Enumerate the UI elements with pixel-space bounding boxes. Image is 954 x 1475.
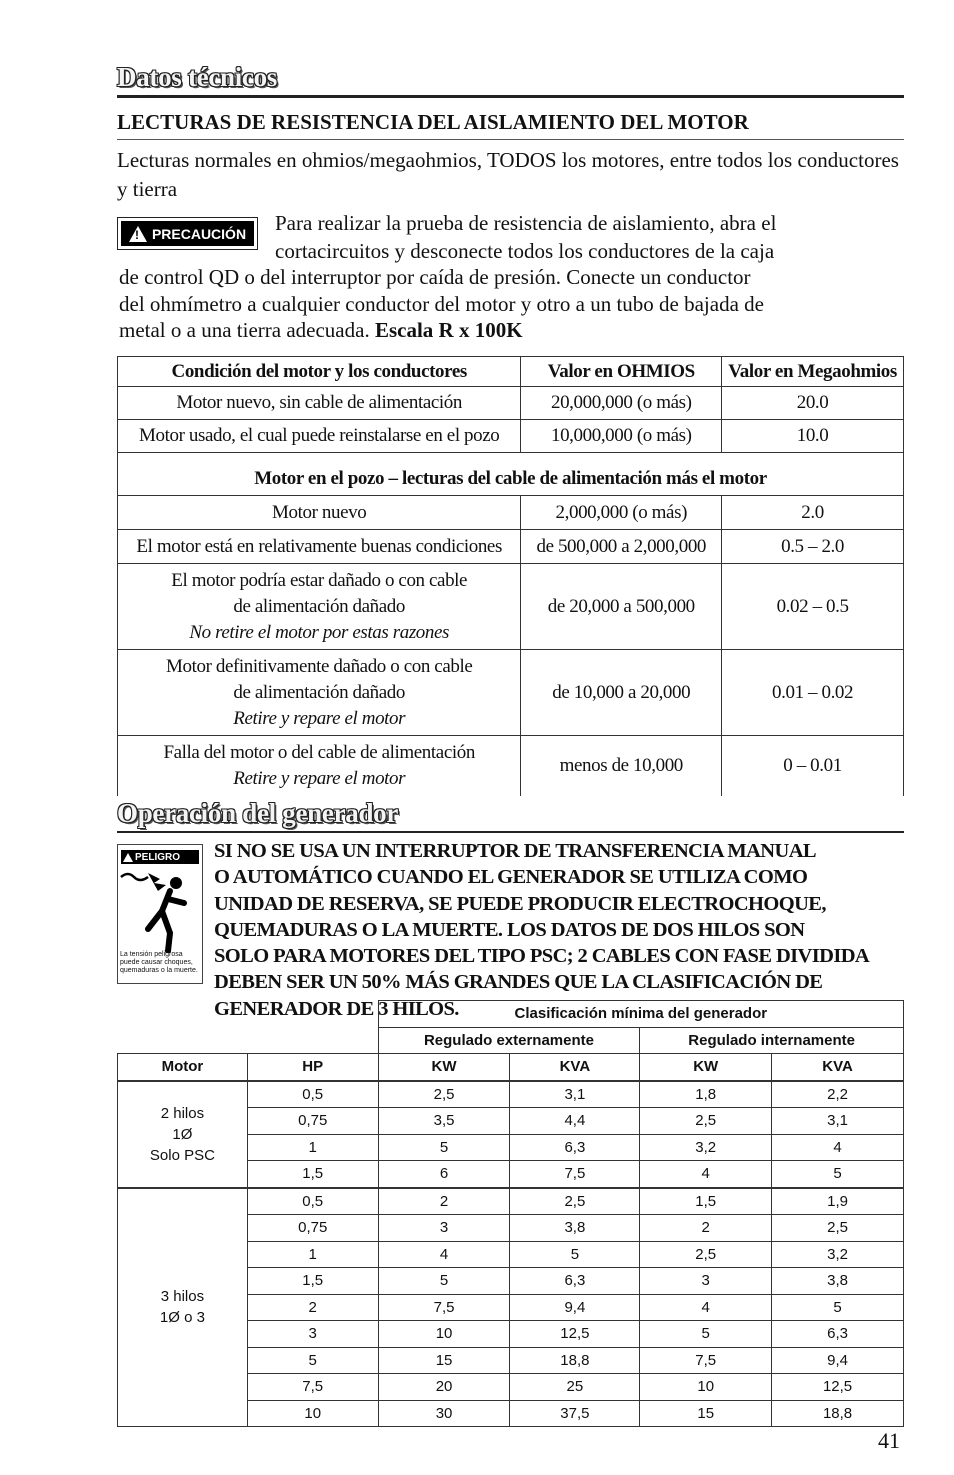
cell-int-kva: 4 xyxy=(772,1134,904,1161)
motor-group-3-hilos xyxy=(118,1188,248,1427)
motor-group-line: 1Ø xyxy=(172,1125,193,1143)
cell-condition xyxy=(118,564,521,650)
title-rule xyxy=(117,831,904,833)
cell-mega: 2.0 xyxy=(722,496,904,530)
warning-line: UNIDAD DE RESERVA, SE PUEDE PRODUCIR ELECTROCHOQUE, xyxy=(214,892,826,915)
condition-line: Motor definitivamente dañado o con cable xyxy=(166,655,473,677)
table-row xyxy=(118,1081,904,1108)
table-row xyxy=(118,530,904,564)
condition-note: No retire el motor por estas razones xyxy=(189,621,450,643)
caution-line-3: de control QD o del interruptor por caída de presión. Conecte un conductor xyxy=(119,265,751,289)
danger-small-text: La tensión peligrosa puede causar choques, quemaduras o la muerte. xyxy=(120,951,198,974)
condition-line: El motor podría estar dañado o con cable xyxy=(171,569,468,591)
cell-condition: Motor nuevo xyxy=(118,496,521,530)
condition-line: de alimentación dañado xyxy=(233,681,406,703)
cell-ext-kw: 5 xyxy=(378,1134,510,1161)
cell-int-kw: 10 xyxy=(640,1374,772,1401)
cell-hp: 3 xyxy=(247,1321,378,1348)
insulation-intro: Lecturas normales en ohmios/megaohmios, TODOS los motores, entre todos los conductores y tierra xyxy=(117,148,899,201)
cell-hp: 0,75 xyxy=(247,1108,378,1135)
caution-last-text: metal o a una tierra adecuada. xyxy=(119,318,370,342)
cell-int-kw: 3,2 xyxy=(640,1134,772,1161)
danger-label-box xyxy=(117,844,203,984)
electrocution-icon xyxy=(118,867,202,953)
cell-mega: 0.02 – 0.5 xyxy=(722,564,904,650)
cell-int-kva: 18,8 xyxy=(772,1400,904,1427)
gen-column-header-row xyxy=(118,1054,904,1081)
cell-ext-kw: 20 xyxy=(378,1374,510,1401)
caution-line-4: del ohmímetro a cualquier conductor del motor y otro a un tubo de bajada de xyxy=(119,292,764,316)
cell-int-kva: 2,5 xyxy=(772,1215,904,1242)
table-spacer-row xyxy=(118,453,904,463)
mid-header: Motor en el pozo – lecturas del cable de alimentación más el motor xyxy=(118,463,904,496)
cell-int-kw: 1,8 xyxy=(640,1081,772,1108)
gen-group-row xyxy=(118,1027,904,1054)
cell-int-kw: 2,5 xyxy=(640,1108,772,1135)
cell-hp: 0,5 xyxy=(247,1188,378,1215)
cell-ext-kw: 2 xyxy=(378,1188,510,1215)
cell-hp: 10 xyxy=(247,1400,378,1427)
col-header-condition: Condición del motor y los conductores xyxy=(118,357,521,387)
table-row xyxy=(118,496,904,530)
cell-condition xyxy=(118,736,521,796)
cell-ext-kw: 30 xyxy=(378,1400,510,1427)
cell-int-kw: 15 xyxy=(640,1400,772,1427)
cell-hp: 2 xyxy=(247,1294,378,1321)
table-row xyxy=(118,736,904,796)
danger-triangle-icon xyxy=(123,853,133,862)
col-header-motor: Motor xyxy=(118,1054,248,1081)
cell-ext-kva: 3,8 xyxy=(510,1215,640,1242)
cell-int-kva: 3,8 xyxy=(772,1268,904,1295)
motor-group-2-hilos xyxy=(118,1081,248,1188)
cell-ohms: de 500,000 a 2,000,000 xyxy=(521,530,722,564)
warning-triangle-icon xyxy=(129,226,147,242)
cell-ext-kw: 2,5 xyxy=(378,1081,510,1108)
cell-ohms: 2,000,000 (o más) xyxy=(521,496,722,530)
warning-line: QUEMADURAS O LA MUERTE. LOS DATOS DE DOS HILOS SON xyxy=(214,918,805,941)
subtitle-rule xyxy=(117,139,904,140)
cell-mega: 0 – 0.01 xyxy=(722,736,904,796)
cell-ext-kva: 18,8 xyxy=(510,1347,640,1374)
table-header-row xyxy=(118,357,904,387)
cell-ext-kw: 3,5 xyxy=(378,1108,510,1135)
page-number: 41 xyxy=(878,1428,900,1453)
cell-ext-kva: 5 xyxy=(510,1241,640,1268)
table-row xyxy=(118,420,904,453)
cell-hp: 0,75 xyxy=(247,1215,378,1242)
cell-ohms: 20,000,000 (o más) xyxy=(521,387,722,420)
condition-line: Falla del motor o del cable de alimentación xyxy=(163,741,475,763)
cell-int-kva: 12,5 xyxy=(772,1374,904,1401)
caution-badge xyxy=(117,217,258,250)
cell-int-kw: 7,5 xyxy=(640,1347,772,1374)
insulation-subtitle: LECTURAS DE RESISTENCIA DEL AISLAMIENTO DEL MOTOR xyxy=(117,110,749,134)
section-title-generador: Operación del generador xyxy=(117,798,399,828)
warning-line: DEBEN SER UN 50% MÁS GRANDES QUE LA CLASIFICACIÓN DE xyxy=(214,971,823,994)
cell-hp: 1 xyxy=(247,1134,378,1161)
cell-ext-kva: 6,3 xyxy=(510,1134,640,1161)
title-rule xyxy=(117,95,904,98)
cell-ohms: menos de 10,000 xyxy=(521,736,722,796)
caution-line-1: Para realizar la prueba de resistencia de aislamiento, abra el xyxy=(275,211,777,235)
col-header-ext-kva: KVA xyxy=(510,1054,640,1081)
cell-ext-kw: 10 xyxy=(378,1321,510,1348)
warning-line: GENERADOR DE 3 HILOS. xyxy=(214,997,459,1020)
cell-ext-kva: 3,1 xyxy=(510,1081,640,1108)
cell-condition: Motor usado, el cual puede reinstalarse en el pozo xyxy=(118,420,521,453)
cell-ext-kva: 7,5 xyxy=(510,1161,640,1188)
col-header-int-kw: KW xyxy=(640,1054,772,1081)
cell-mega: 0.01 – 0.02 xyxy=(722,650,904,736)
cell-int-kw: 2,5 xyxy=(640,1241,772,1268)
gen-title-row xyxy=(118,1001,904,1028)
cell-ext-kva: 4,4 xyxy=(510,1108,640,1135)
cell-hp: 1,5 xyxy=(247,1268,378,1295)
cell-ext-kva: 12,5 xyxy=(510,1321,640,1348)
cell-ext-kw: 7,5 xyxy=(378,1294,510,1321)
motor-group-line: 1Ø o 3 xyxy=(159,1309,205,1327)
col-header-int-kva: KVA xyxy=(772,1054,904,1081)
table-row xyxy=(118,564,904,650)
cell-hp: 0,5 xyxy=(247,1081,378,1108)
cell-int-kva: 3,1 xyxy=(772,1108,904,1135)
generator-table xyxy=(117,1000,904,1427)
cell-int-kva: 3,2 xyxy=(772,1241,904,1268)
condition-note: Retire y repare el motor xyxy=(233,767,406,789)
cell-ext-kw: 5 xyxy=(378,1268,510,1295)
cell-hp: 7,5 xyxy=(247,1374,378,1401)
caution-line-2: cortacircuitos y desconecte todos los conductores de la caja xyxy=(275,239,775,263)
cell-condition xyxy=(118,650,521,736)
condition-line: de alimentación dañado xyxy=(233,595,406,617)
gen-table-title: Clasificación mínima del generador xyxy=(378,1001,903,1028)
col-header-ohms: Valor en OHMIOS xyxy=(521,357,722,387)
warning-line: SI NO SE USA UN INTERRUPTOR DE TRANSFERENCIA MANUAL xyxy=(214,840,816,862)
cell-int-kva: 9,4 xyxy=(772,1347,904,1374)
cell-ext-kw: 6 xyxy=(378,1161,510,1188)
cell-int-kw: 3 xyxy=(640,1268,772,1295)
warning-line: SOLO PARA MOTORES DEL TIPO PSC; 2 CABLES CON FASE DIVIDIDA xyxy=(214,945,870,968)
table-row xyxy=(118,650,904,736)
cell-int-kw: 4 xyxy=(640,1294,772,1321)
danger-header xyxy=(121,850,199,864)
cell-int-kw: 5 xyxy=(640,1321,772,1348)
table-mid-header-row xyxy=(118,463,904,496)
cell-int-kva: 5 xyxy=(772,1161,904,1188)
cell-mega: 0.5 – 2.0 xyxy=(722,530,904,564)
cell-ext-kva: 25 xyxy=(510,1374,640,1401)
header-internal: Regulado internamente xyxy=(640,1027,904,1054)
cell-ext-kva: 37,5 xyxy=(510,1400,640,1427)
cell-ext-kw: 4 xyxy=(378,1241,510,1268)
cell-int-kw: 1,5 xyxy=(640,1188,772,1215)
motor-group-line: 2 hilos xyxy=(160,1104,205,1122)
cell-ext-kw: 15 xyxy=(378,1347,510,1374)
cell-hp: 1,5 xyxy=(247,1161,378,1188)
motor-group-line: 3 hilos xyxy=(160,1288,205,1306)
cell-int-kva: 2,2 xyxy=(772,1081,904,1108)
col-header-ext-kw: KW xyxy=(378,1054,510,1081)
caution-scale: Escala R x 100K xyxy=(374,318,523,342)
cell-int-kw: 2 xyxy=(640,1215,772,1242)
cell-condition: Motor nuevo, sin cable de alimentación xyxy=(118,387,521,420)
cell-ohms: 10,000,000 (o más) xyxy=(521,420,722,453)
cell-ohms: de 10,000 a 20,000 xyxy=(521,650,722,736)
section-title-datos-tecnicos: Datos técnicos xyxy=(117,62,278,92)
cell-mega: 20.0 xyxy=(722,387,904,420)
cell-condition: El motor está en relativamente buenas condiciones xyxy=(118,530,521,564)
cell-hp: 5 xyxy=(247,1347,378,1374)
condition-note: Retire y repare el motor xyxy=(233,707,406,729)
cell-ext-kw: 3 xyxy=(378,1215,510,1242)
col-header-hp: HP xyxy=(247,1054,378,1081)
table-row xyxy=(118,1188,904,1215)
cell-ext-kva: 9,4 xyxy=(510,1294,640,1321)
cell-ohms: de 20,000 a 500,000 xyxy=(521,564,722,650)
insulation-table xyxy=(117,356,904,796)
generator-warning xyxy=(214,838,904,1022)
cell-mega: 10.0 xyxy=(722,420,904,453)
cell-int-kva: 6,3 xyxy=(772,1321,904,1348)
cell-int-kva: 1,9 xyxy=(772,1188,904,1215)
cell-ext-kva: 2,5 xyxy=(510,1188,640,1215)
cell-int-kva: 5 xyxy=(772,1294,904,1321)
cell-int-kw: 4 xyxy=(640,1161,772,1188)
header-external: Regulado externamente xyxy=(378,1027,640,1054)
cell-hp: 1 xyxy=(247,1241,378,1268)
caution-label: PRECAUCIÓN xyxy=(151,225,247,242)
cell-ext-kva: 6,3 xyxy=(510,1268,640,1295)
motor-group-line: Solo PSC xyxy=(149,1146,215,1164)
table-row xyxy=(118,387,904,420)
col-header-mega: Valor en Megaohmios xyxy=(722,357,904,387)
warning-line: O AUTOMÁTICO CUANDO EL GENERADOR SE UTILIZA COMO xyxy=(214,866,808,889)
danger-label: PELIGRO xyxy=(135,851,181,863)
caution-line-5 xyxy=(119,318,523,343)
